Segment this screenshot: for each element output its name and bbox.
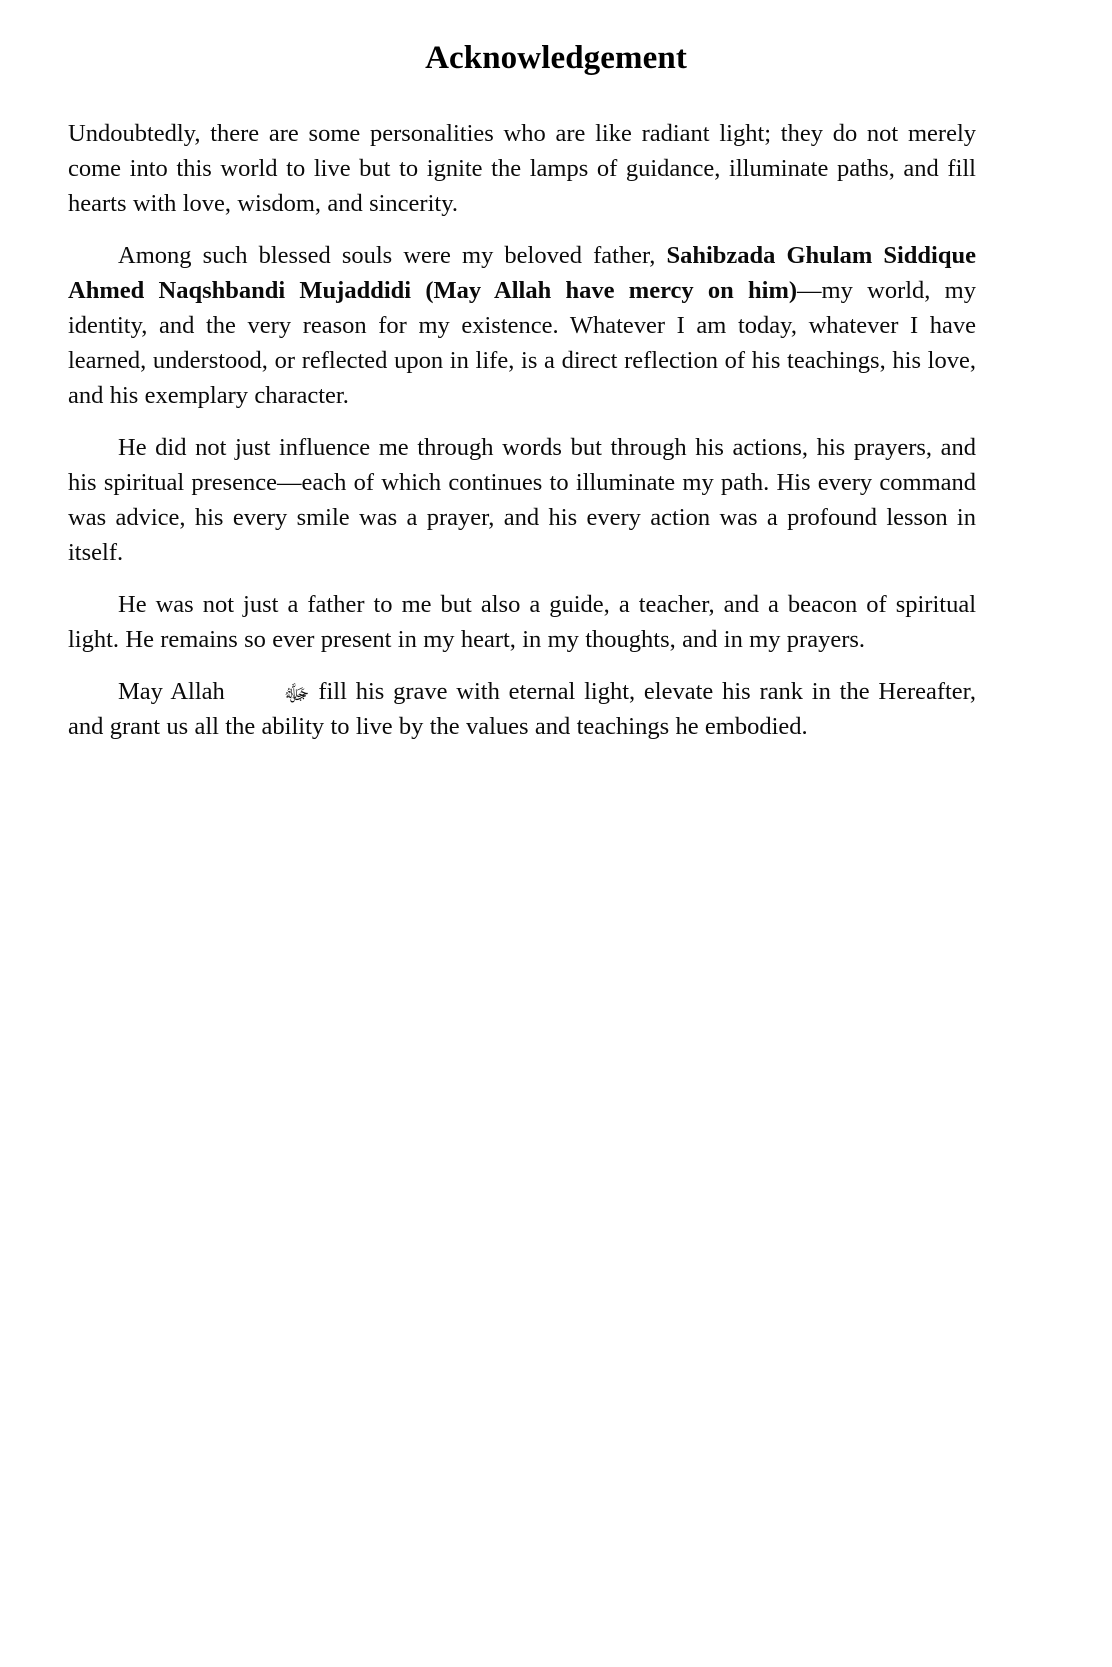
paragraph-1: [68, 116, 976, 221]
text-run: —my world, my identity, and the very reason for my existence. Whatever I am today, whatever I have learned, understood, or reflected upon in life, is a direct reflection of his teachings, his love, and his exemplary character.: [68, 277, 976, 409]
paragraph-2: [68, 238, 976, 413]
text-run: Undoubtedly, there are some personalities who are like radiant light; they do not merely come into this world to live but to ignite the lamps of guidance, illuminate paths, and fill hearts with love, wisdom, and sincerity.: [68, 120, 976, 217]
text-run: Among such blessed souls were my beloved father,: [118, 242, 667, 269]
jalla-jalaluhu-icon: ﷻ: [283, 681, 310, 707]
text-run: He was not just a father to me but also a guide, a teacher, and a beacon of spiritual light. He remains so ever present in my heart, in my thoughts, and in my prayers.: [68, 591, 976, 653]
text-run: fill his grave with eternal light, elevate his rank in the Hereafter, and grant us all the ability to live by the values and teachings he embodied.: [68, 678, 976, 740]
paragraph-3: [68, 430, 976, 570]
document-body: [68, 116, 976, 744]
bold-name-run: Sahibzada Ghulam Siddique Ahmed Naqshbandi Mujaddidi (May Allah have mercy on him): [68, 242, 976, 304]
page-title: Acknowledgement: [425, 40, 687, 77]
paragraph-5: [68, 674, 976, 744]
paragraph-4: [68, 587, 976, 657]
text-run: May Allah: [118, 678, 234, 705]
text-run: He did not just influence me through words but through his actions, his prayers, and his spiritual presence—each of which continues to illuminate my path. His every command was advice, his every smile was a prayer, and his every action was a profound lesson in itself.: [68, 434, 976, 566]
